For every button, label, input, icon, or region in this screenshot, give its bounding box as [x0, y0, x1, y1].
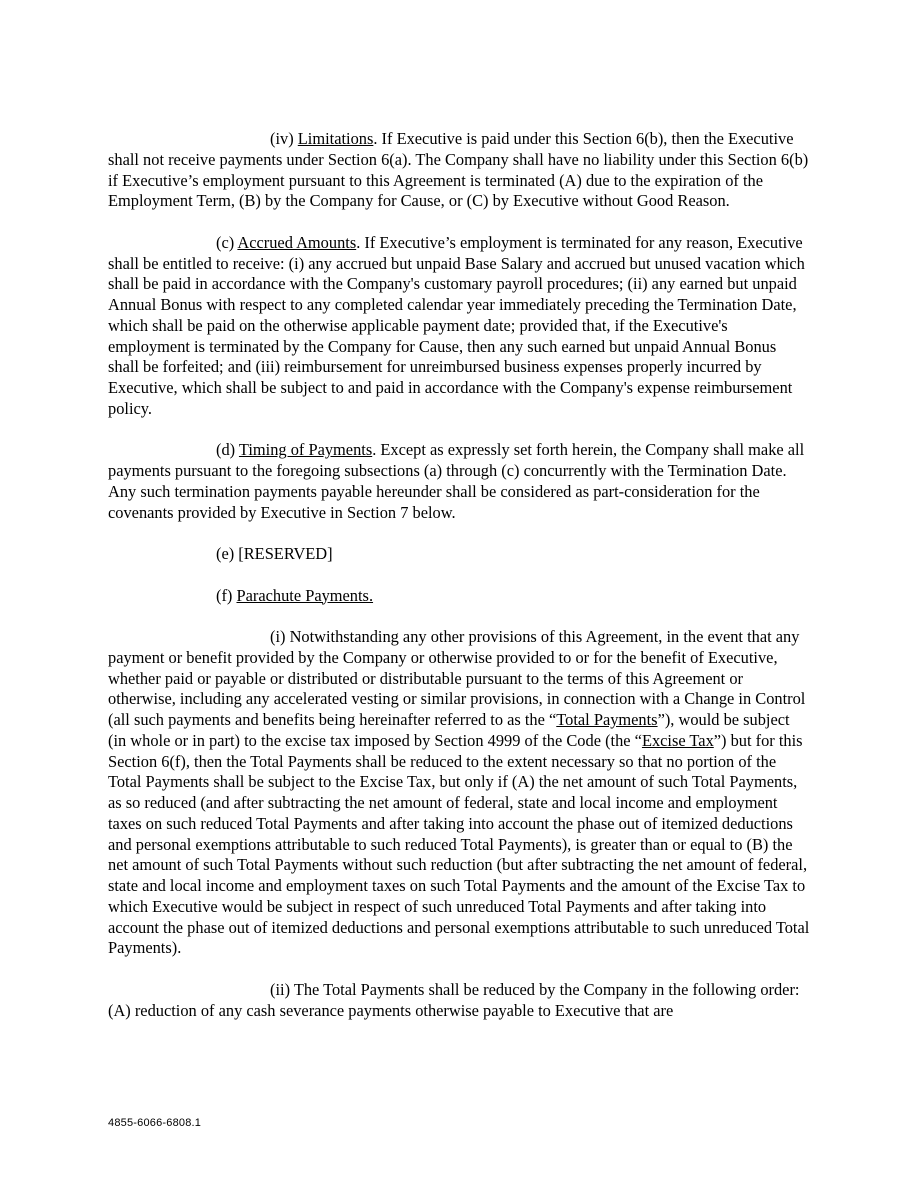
document-id-footer: 4855-6066-6808.1 [108, 1117, 202, 1129]
defined-term-excise-tax: Excise Tax [641, 730, 714, 750]
paragraph-label: (f) [216, 585, 237, 605]
document-body [108, 129, 810, 1042]
paragraph-label: (c) [216, 232, 238, 252]
paragraph-e-reserved [108, 544, 810, 565]
paragraph-text: ”) but for this Section 6(f), then the Total Payments shall be reduced to the extent necessary so that no portion of the Total Payments shall be subject to the Excise Tax, but only if (A) the net amount of such Total Payments, as so reduced (and after subtracting the net amount of federal, state and local income and employment taxes on such reduced Total Payments and after taking into account the phase out of itemized deductions and personal exemptions attributable to such reduced Total Payments), is greater than or equal to (B) the net amount of such Total Payments without such reduction (but after subtracting the net amount of federal, state and local income and employment taxes on such Total Payments and the amount of the Excise Tax to which Executive would be subject in respect of such unreduced Total Payments and after taking into account the phase out of itemized deductions and personal exemptions attributable to such unreduced Total Payments). [108, 730, 810, 958]
paragraph-text: (i) Notwithstanding any other provisions of this Agreement, in the event that any payment or benefit provided by the Company or otherwise provided to or for the benefit of Executive, whether paid or payable or distributed or distributable pursuant to the terms of this Agreement or otherwise, including any accelerated vesting or similar provisions, in connection with a Change in Control (all such payments and benefits being hereinafter referred to as the “ [108, 627, 806, 729]
paragraph-label: (d) [216, 440, 239, 460]
paragraph-f-i [108, 627, 810, 959]
section-heading: Parachute Payments. [236, 585, 374, 605]
section-heading: Timing of Payments [238, 440, 373, 460]
section-heading: Limitations [297, 129, 374, 148]
defined-term-total-payments: Total Payments [556, 710, 658, 729]
paragraph-text: (ii) The Total Payments shall be reduced by the Company in the following order: (A) reduction of any cash severance payments otherwise payable to Executive that are [108, 979, 800, 1020]
paragraph-text: (e) [RESERVED] [216, 544, 333, 563]
paragraph-d-timing-of-payments [108, 440, 810, 523]
paragraph-text: . If Executive’s employment is terminated for any reason, Executive shall be entitled to receive: (i) any accrued but unpaid Base Salary and accrued but unused vacation which shall be paid in accordance with the Company's customary payroll procedures; (ii) any earned but unpaid Annual Bonus with respect to any completed calendar year immediately preceding the Termination Date, which shall be paid on the otherwise applicable payment date; provided that, if the Executive's employment is terminated by the Company for Cause, then any such earned but unpaid Annual Bonus shall be forfeited; and (iii) reimbursement for unreimbursed business expenses properly incurred by Executive, which shall be subject to and paid in accordance with the Company's expense reimbursement policy. [108, 232, 805, 418]
paragraph-text: . Except as expressly set forth herein, the Company shall make all payments pursuant to the foregoing subsections (a) through (c) concurrently with the Termination Date. Any such termination payments payable hereunder shall be considered as part-consideration for the covenants provided by Executive in Section 7 below. [108, 440, 805, 522]
paragraph-f-ii [108, 980, 810, 1022]
paragraph-label: (iv) [270, 129, 294, 148]
paragraph-text: . If Executive is paid under this Section 6(b), then the Executive shall not receive payments under Section 6(a). The Company shall have no liability under this Section 6(b) if Executive’s employment pursuant to this Agreement is terminated (A) due to the expiration of the Employment Term, (B) by the Company for Cause, or (C) by Executive without Good Reason. [108, 129, 809, 211]
paragraph-text: ”), would be subject (in whole or in part) to the excise tax imposed by Section 4999 of the Code (the “ [108, 710, 790, 750]
paragraph-iv-limitations [108, 129, 810, 212]
section-heading: Accrued Amounts [237, 232, 357, 252]
paragraph-f-parachute-payments [108, 586, 810, 607]
paragraph-c-accrued-amounts [108, 233, 810, 420]
